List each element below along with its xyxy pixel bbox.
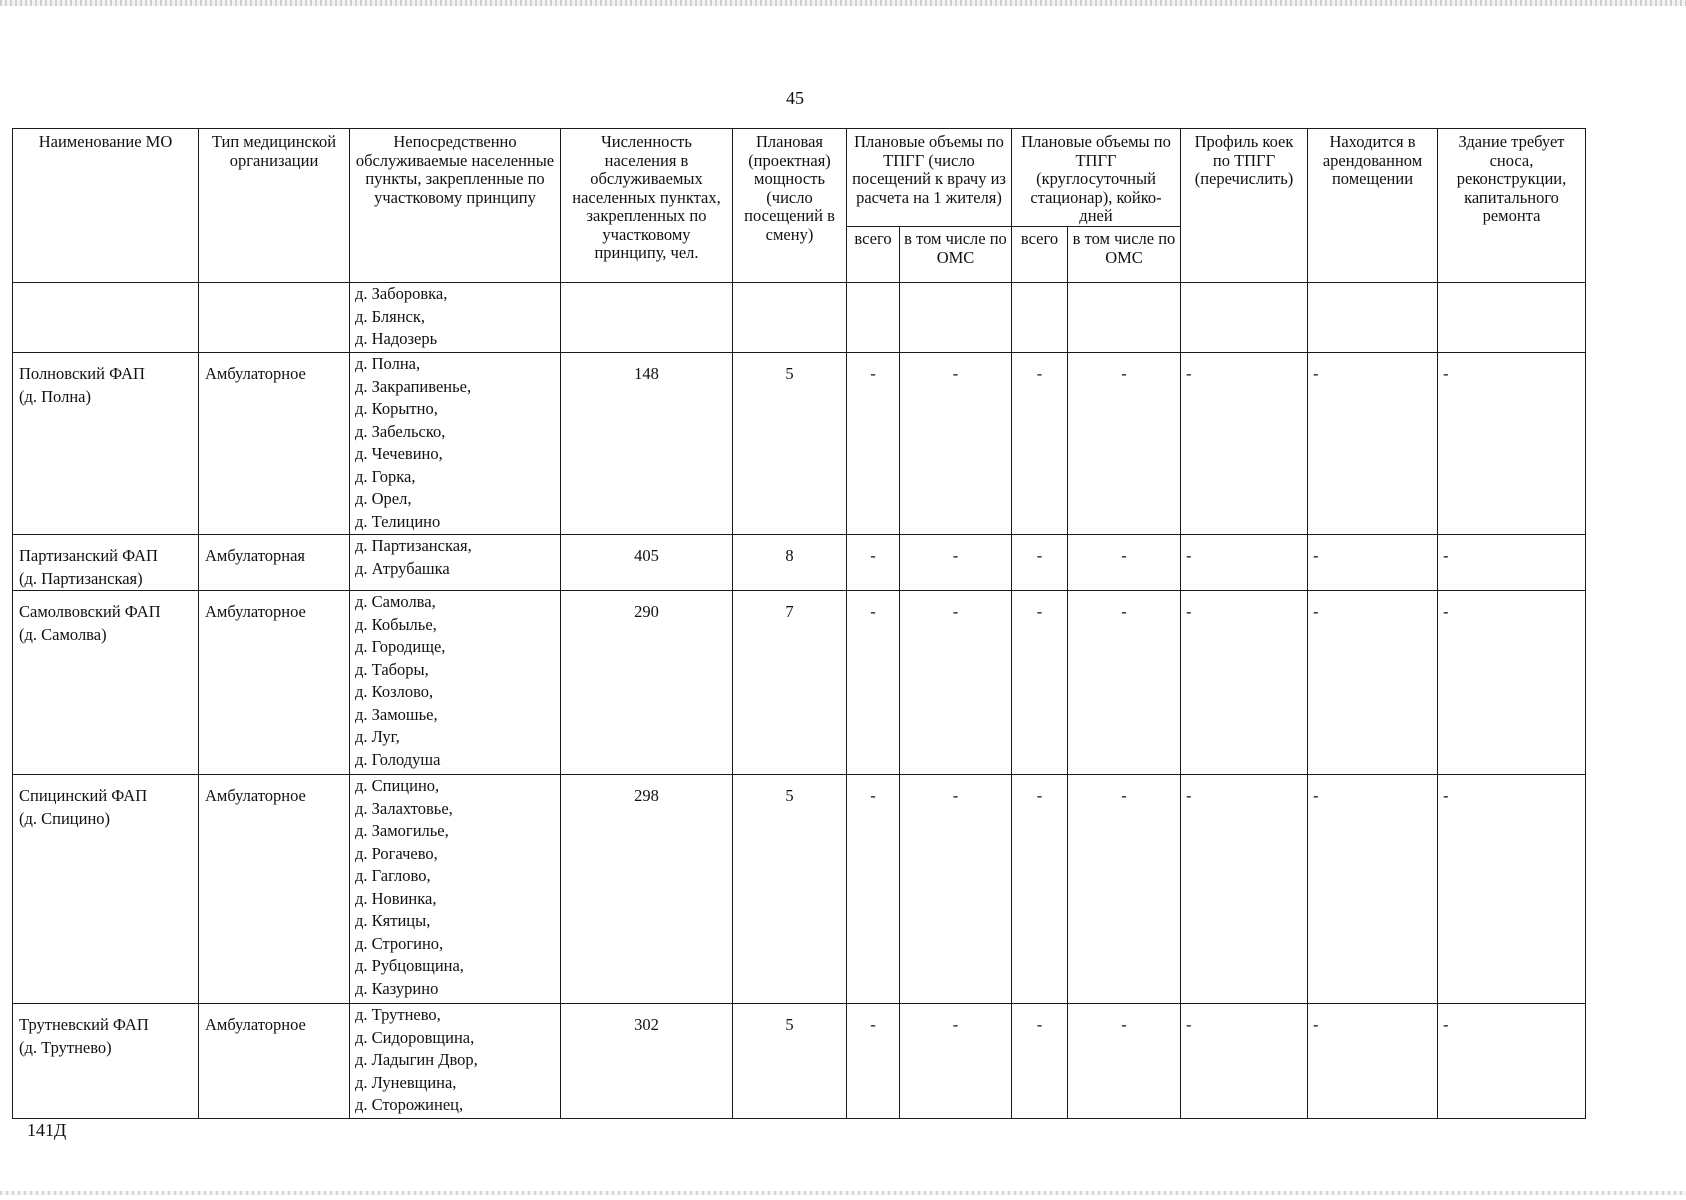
places-list bbox=[350, 535, 561, 591]
demolition-value: - bbox=[1438, 535, 1586, 591]
population-value: 405 bbox=[561, 535, 733, 591]
beds-total-value: - bbox=[1012, 591, 1068, 775]
visits-total-value: - bbox=[847, 535, 900, 591]
beds-total-value: - bbox=[1012, 1004, 1068, 1119]
beds-total-value: - bbox=[1012, 535, 1068, 591]
place-item: д. Строгино, bbox=[355, 933, 444, 953]
facilities-table bbox=[12, 128, 1586, 1119]
table-row bbox=[13, 591, 1586, 775]
table-row bbox=[13, 353, 1586, 535]
rented-value: - bbox=[1308, 591, 1438, 775]
header-name: Наименование МО bbox=[13, 129, 199, 283]
place-item: д. Луг, bbox=[355, 727, 400, 746]
rented-value: - bbox=[1308, 353, 1438, 535]
place-item: д. Гаглово, bbox=[355, 866, 431, 885]
header-population: Численность населения в обслуживаемых населенных пунктах, закрепленных по участковому принципу, чел. bbox=[561, 129, 733, 283]
place-item: д. Полна, bbox=[355, 354, 421, 373]
facility-name-line: Самолвовский ФАП bbox=[19, 602, 161, 621]
place-item: д. Заборовка, bbox=[355, 284, 448, 303]
facility-name-line: (д. Спицино) bbox=[19, 808, 111, 828]
place-item: д. Телицино bbox=[355, 511, 441, 531]
beds-total-value: - bbox=[1012, 775, 1068, 1004]
beds-oms-value: - bbox=[1068, 591, 1181, 775]
place-item: д. Замошье, bbox=[355, 704, 438, 724]
capacity-value: 5 bbox=[733, 775, 847, 1004]
place-item: д. Рубцовщина, bbox=[355, 956, 464, 975]
place-item: д. Козлово, bbox=[355, 682, 434, 701]
bed-profile-value: - bbox=[1181, 535, 1308, 591]
population-value: 298 bbox=[561, 775, 733, 1004]
place-item: д. Кобылье, bbox=[355, 614, 437, 634]
place-item: д. Спицино, bbox=[355, 776, 440, 795]
demolition-value: - bbox=[1438, 353, 1586, 535]
visits-oms-value: - bbox=[900, 353, 1012, 535]
population-value: 290 bbox=[561, 591, 733, 775]
facility-name-line: (д. Партизанская) bbox=[19, 568, 143, 588]
place-item: д. Трутнево, bbox=[355, 1005, 441, 1024]
demolition-value: - bbox=[1438, 591, 1586, 775]
place-item: д. Орел, bbox=[355, 489, 412, 508]
beds-oms-value: - bbox=[1068, 775, 1181, 1004]
place-item: д. Партизанская, bbox=[355, 536, 472, 555]
visits-total-value: - bbox=[847, 353, 900, 535]
header-capacity: Плановая (проектная) мощность (число посещений в смену) bbox=[733, 129, 847, 283]
place-item: д. Голодуша bbox=[355, 749, 441, 769]
place-item: д. Замогилье, bbox=[355, 821, 449, 840]
facility-type: Амбулаторное bbox=[199, 353, 350, 535]
place-item: д. Сидоровщина, bbox=[355, 1027, 475, 1047]
place-item: д. Атрубашка bbox=[355, 558, 450, 578]
bed-profile-value: - bbox=[1181, 591, 1308, 775]
bed-profile-value: - bbox=[1181, 775, 1308, 1004]
capacity-value: 5 bbox=[733, 353, 847, 535]
facility-type: Амбулаторное bbox=[199, 1004, 350, 1119]
facility-name bbox=[13, 1004, 199, 1119]
place-item: д. Городище, bbox=[355, 637, 446, 656]
header-beds-total: всего bbox=[1012, 227, 1068, 283]
facility-name-line: Спицинский ФАП bbox=[19, 786, 148, 805]
demolition-value: - bbox=[1438, 775, 1586, 1004]
header-visits-total: всего bbox=[847, 227, 900, 283]
header-visits: Плановые объемы по ТПГГ (число посещений к врачу из расчета на 1 жителя) bbox=[847, 129, 1012, 227]
rented-value: - bbox=[1308, 535, 1438, 591]
capacity-value: 8 bbox=[733, 535, 847, 591]
header-visits-oms: в том числе по ОМС bbox=[900, 227, 1012, 283]
page-number: 45 bbox=[786, 88, 804, 108]
beds-oms-value: - bbox=[1068, 353, 1181, 535]
rented-value: - bbox=[1308, 1004, 1438, 1119]
facility-name-line: (д. Полна) bbox=[19, 386, 91, 406]
place-item: д. Ладыгин Двор, bbox=[355, 1050, 478, 1069]
scan-edge-bottom bbox=[0, 1191, 1686, 1195]
visits-oms-value: - bbox=[900, 591, 1012, 775]
population-value: 302 bbox=[561, 1004, 733, 1119]
visits-oms-value: - bbox=[900, 535, 1012, 591]
facility-name bbox=[13, 353, 199, 535]
place-item: д. Закрапивенье, bbox=[355, 376, 472, 396]
scan-edge-top bbox=[0, 0, 1686, 6]
place-item: д. Таборы, bbox=[355, 659, 429, 679]
place-item: д. Горка, bbox=[355, 466, 416, 486]
visits-total-value: - bbox=[847, 591, 900, 775]
bed-profile-value: - bbox=[1181, 1004, 1308, 1119]
place-item: д. Казурино bbox=[355, 978, 439, 998]
facility-name-line: (д. Самолва) bbox=[19, 624, 107, 644]
beds-oms-value: - bbox=[1068, 535, 1181, 591]
facility-name bbox=[13, 775, 199, 1004]
facility-name-line: (д. Трутнево) bbox=[19, 1037, 112, 1057]
places-list bbox=[350, 1004, 561, 1119]
places-list bbox=[350, 591, 561, 775]
visits-oms-value: - bbox=[900, 1004, 1012, 1119]
facility-name bbox=[13, 591, 199, 775]
place-item: д. Чечевино, bbox=[355, 444, 443, 463]
header-beds: Плановые объемы по ТПГГ (круглосуточный стационар), койко-дней bbox=[1012, 129, 1181, 227]
beds-total-value: - bbox=[1012, 353, 1068, 535]
place-item: д. Залахтовье, bbox=[355, 798, 453, 818]
visits-total-value: - bbox=[847, 1004, 900, 1119]
places-list bbox=[350, 283, 561, 353]
header-bed-profile: Профиль коек по ТПГГ (перечислить) bbox=[1181, 129, 1308, 283]
rented-value: - bbox=[1308, 775, 1438, 1004]
place-item: д. Корытно, bbox=[355, 399, 438, 418]
capacity-value: 5 bbox=[733, 1004, 847, 1119]
table-row bbox=[13, 535, 1586, 591]
place-item: д. Кятицы, bbox=[355, 911, 431, 930]
place-item: д. Блянск, bbox=[355, 306, 426, 326]
places-list bbox=[350, 353, 561, 535]
population-value: 148 bbox=[561, 353, 733, 535]
header-type: Тип медицинской организации bbox=[199, 129, 350, 283]
table-header bbox=[13, 129, 1586, 283]
header-demolition: Здание требует сноса, реконструкции, капитального ремонта bbox=[1438, 129, 1586, 283]
visits-total-value: - bbox=[847, 775, 900, 1004]
demolition-value: - bbox=[1438, 1004, 1586, 1119]
table-row-continuation bbox=[13, 283, 1586, 353]
facility-name bbox=[13, 535, 199, 591]
places-list bbox=[350, 775, 561, 1004]
bed-profile-value: - bbox=[1181, 353, 1308, 535]
place-item: д. Луневщина, bbox=[355, 1072, 457, 1092]
header-rented: Находится в арендованном помещении bbox=[1308, 129, 1438, 283]
place-item: д. Надозерь bbox=[355, 329, 438, 348]
place-item: д. Сторожинец, bbox=[355, 1095, 464, 1114]
header-beds-oms: в том числе по ОМС bbox=[1068, 227, 1181, 283]
facility-type: Амбулаторная bbox=[199, 535, 350, 591]
facility-name-line: Партизанский ФАП bbox=[19, 546, 158, 565]
beds-oms-value: - bbox=[1068, 1004, 1181, 1119]
facility-type: Амбулаторное bbox=[199, 775, 350, 1004]
place-item: д. Забельско, bbox=[355, 421, 446, 441]
visits-oms-value: - bbox=[900, 775, 1012, 1004]
header-places: Непосредственно обслуживаемые населенные пункты, закрепленные по участковому принципу bbox=[350, 129, 561, 283]
facility-name-line: Полновский ФАП bbox=[19, 364, 145, 383]
table-row bbox=[13, 1004, 1586, 1119]
table-body bbox=[13, 283, 1586, 1119]
capacity-value: 7 bbox=[733, 591, 847, 775]
document-code: 141Д bbox=[27, 1120, 67, 1140]
place-item: д. Рогачево, bbox=[355, 843, 438, 863]
place-item: д. Новинка, bbox=[355, 888, 437, 908]
table-row bbox=[13, 775, 1586, 1004]
facility-type: Амбулаторное bbox=[199, 591, 350, 775]
place-item: д. Самолва, bbox=[355, 592, 436, 611]
facility-name-line: Трутневский ФАП bbox=[19, 1015, 149, 1034]
